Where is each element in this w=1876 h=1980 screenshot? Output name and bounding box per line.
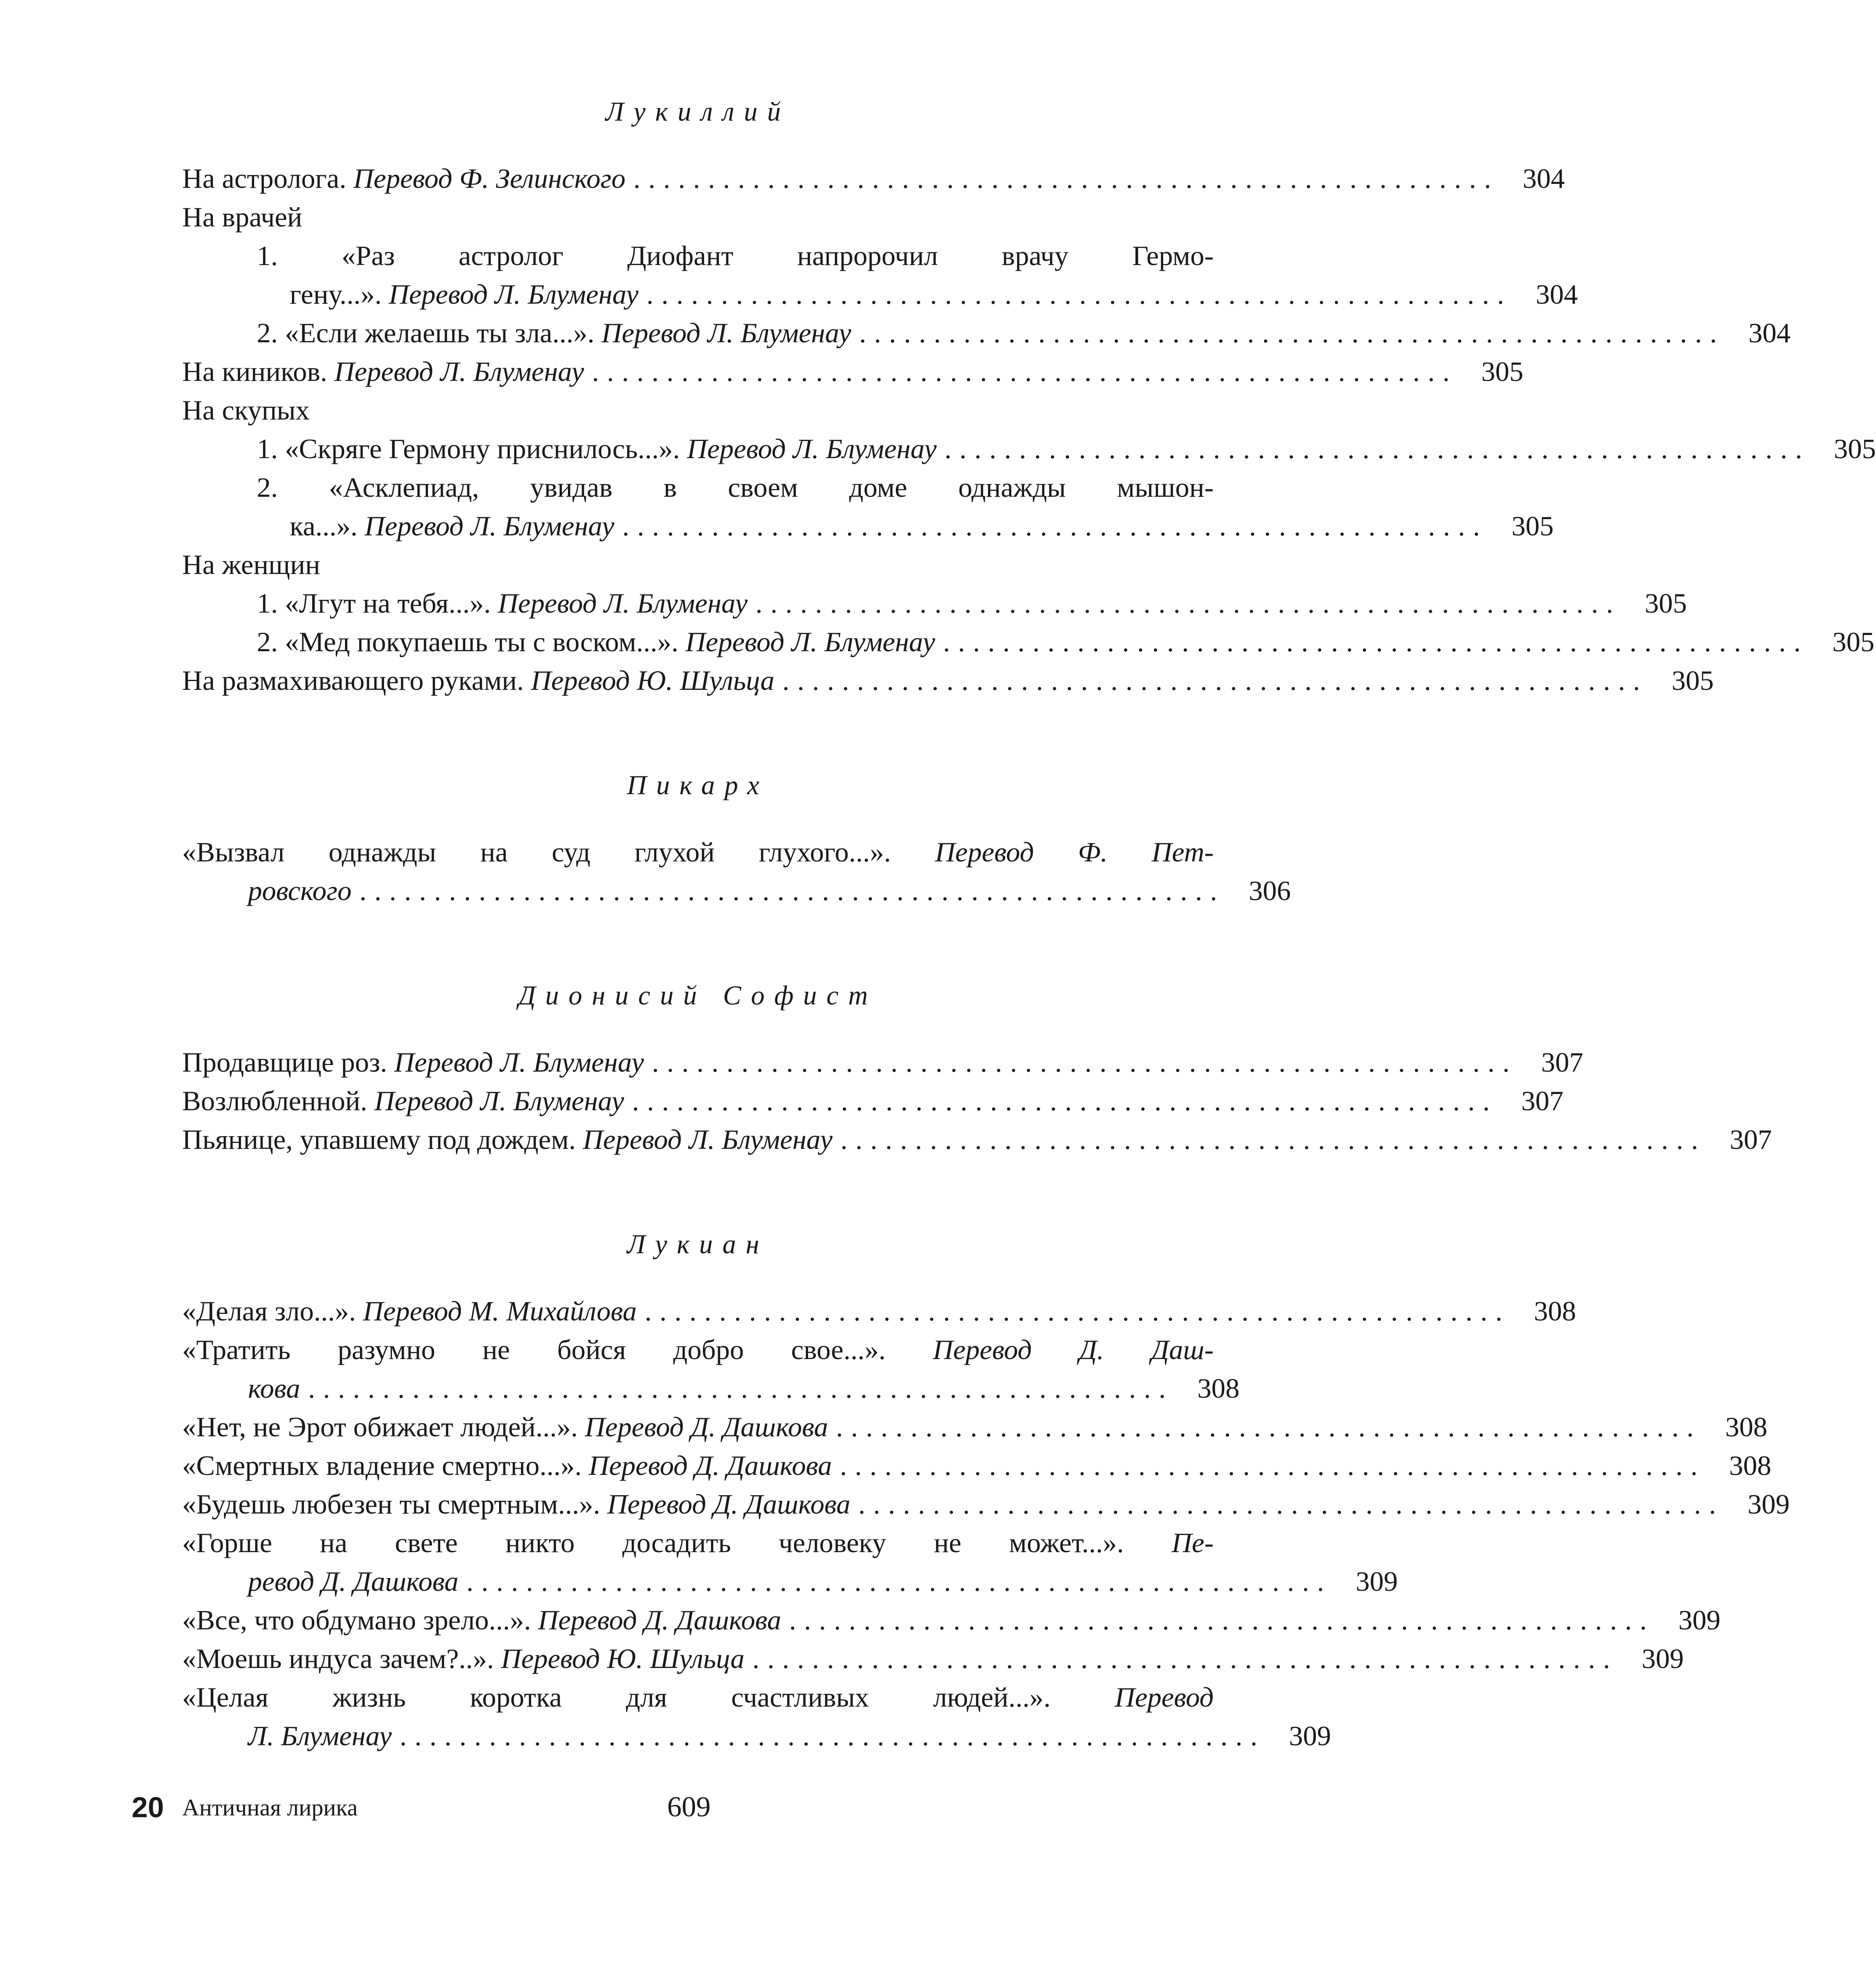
dot-leader: .......................................................... <box>840 1124 1706 1155</box>
page-number: 308 <box>1729 1450 1772 1481</box>
dot-leader: .......................................................... <box>782 665 1648 696</box>
dot-leader: .......................................................... <box>840 1450 1706 1481</box>
toc-entry: «Целая жизнь коротка для счастливых людей...». Перевод Л. Блуменау .......................................................... 309 <box>182 1678 1214 1755</box>
dot-leader: .......................................................... <box>632 1085 1498 1116</box>
author-heading: Лукиллий <box>605 97 791 127</box>
author-heading: Лукиан <box>627 1230 769 1259</box>
dot-leader: .......................................................... <box>646 279 1512 310</box>
page-number: 305 <box>1832 626 1875 657</box>
dot-leader: .......................................................... <box>466 1566 1332 1597</box>
dot-leader: .......................................................... <box>944 433 1810 464</box>
toc-entry: На размахивающего руками. Перевод Ю. Шульца .......................................................... 305 <box>182 661 1214 700</box>
toc-entry: «Смертных владение смертно...». Перевод Д. Дашкова .......................................................... 308 <box>182 1446 1214 1485</box>
toc-entry: Пьянице, упавшему под дождем. Перевод Л. Блуменау .......................................................... 307 <box>182 1120 1214 1159</box>
page-number: 309 <box>1678 1604 1721 1636</box>
page-number: 309 <box>1747 1489 1790 1520</box>
author-heading: Пикарх <box>627 771 769 800</box>
toc-group-heading: На женщин <box>182 549 320 580</box>
dot-leader: .......................................................... <box>399 1720 1265 1751</box>
dot-leader: .......................................................... <box>859 317 1725 348</box>
page-number: 305 <box>1645 588 1687 619</box>
page-number: 309 <box>1355 1566 1398 1597</box>
page-number: 308 <box>1725 1411 1768 1442</box>
toc-entry: 1. «Скряге Гермону приснилось...». Перевод Л. Блуменау .......................................................... 305 <box>182 430 1214 468</box>
section-dionysius-sophist <box>182 974 1772 1159</box>
section-lucian <box>182 1223 1790 1755</box>
page-number: 304 <box>1535 279 1578 310</box>
page-number: 305 <box>1481 356 1524 387</box>
dot-leader: .......................................................... <box>622 510 1488 542</box>
toc-entry: «Все, что обдумано зрело...». Перевод Д. Дашкова .......................................................... 309 <box>182 1601 1214 1639</box>
page-number: 309 <box>1642 1643 1684 1674</box>
dot-leader: .......................................................... <box>943 626 1809 657</box>
signature-number: 20 <box>132 1791 164 1823</box>
section-lucillius <box>182 90 1876 700</box>
signature-title: Античная лирика <box>182 1794 358 1821</box>
dot-leader: .......................................................... <box>752 1643 1618 1674</box>
toc-entry: Возлюбленной. Перевод Л. Блуменау .......................................................... 307 <box>182 1082 1214 1120</box>
dot-leader: .......................................................... <box>308 1373 1174 1404</box>
dot-leader: .......................................................... <box>359 875 1225 906</box>
folio-page-number: 609 <box>667 1791 711 1823</box>
table-of-contents <box>182 90 1876 1755</box>
page-number: 307 <box>1541 1047 1584 1078</box>
toc-entry: «Горше на свете никто досадить человеку не может...». Пе- ревод Д. Дашкова .......................................................... 309 <box>182 1524 1214 1601</box>
dot-leader: .......................................................... <box>789 1604 1655 1636</box>
section-picarchus <box>182 764 1291 910</box>
toc-entry: «Вызвал однажды на суд глухой глухого...». Перевод Ф. Пет- ровского .......................................................... 306 <box>182 833 1214 910</box>
page-number: 304 <box>1748 317 1791 348</box>
page-number: 305 <box>1671 665 1714 696</box>
toc-entry: На киников. Перевод Л. Блуменау .......................................................... 305 <box>182 352 1214 391</box>
toc-entry: 2. «Мед покупаешь ты с воском...». Перевод Л. Блуменау .......................................................... 305 <box>182 623 1214 661</box>
toc-group-heading: На скупых <box>182 395 310 426</box>
page-number: 307 <box>1729 1124 1772 1155</box>
toc-entry: «Моешь индуса зачем?..». Перевод Ю. Шульца .......................................................... 309 <box>182 1639 1214 1678</box>
page-number: 305 <box>1833 433 1876 464</box>
author-heading: Дионисий Софист <box>518 981 878 1011</box>
page-footer <box>132 1790 1185 1826</box>
toc-entry: 1. «Раз астролог Диофант напророчил врачу Гермо- гену...». Перевод Л. Блуменау .......................................................... 304 <box>182 237 1214 314</box>
dot-leader: .......................................................... <box>836 1411 1702 1442</box>
dot-leader: .......................................................... <box>755 588 1621 619</box>
toc-entry: На астролога. Перевод Ф. Зелинского .......................................................... 304 <box>182 159 1214 198</box>
dot-leader: .......................................................... <box>592 356 1458 387</box>
page-number: 305 <box>1511 510 1554 542</box>
toc-entry: 2. «Если желаешь ты зла...». Перевод Л. Блуменау .......................................................... 304 <box>182 314 1214 352</box>
toc-entry: 1. «Лгут на тебя...». Перевод Л. Блуменау .......................................................... 305 <box>182 584 1214 623</box>
toc-entry: «Будешь любезен ты смертным...». Перевод Д. Дашкова .......................................................... 309 <box>182 1485 1214 1524</box>
toc-entry: Продавщице роз. Перевод Л. Блуменау .......................................................... 307 <box>182 1043 1214 1082</box>
page-number: 308 <box>1534 1295 1576 1327</box>
dot-leader: .......................................................... <box>633 163 1499 194</box>
page-number: 308 <box>1197 1373 1240 1404</box>
page-number: 306 <box>1248 875 1291 906</box>
page-number: 309 <box>1289 1720 1331 1751</box>
page-number: 307 <box>1521 1085 1563 1116</box>
page-number: 304 <box>1522 163 1565 194</box>
dot-leader: .......................................................... <box>652 1047 1518 1078</box>
toc-entry: «Нет, не Эрот обижает людей...». Перевод Д. Дашкова .......................................................... 308 <box>182 1408 1214 1446</box>
toc-entry: «Делая зло...». Перевод М. Михайлова .......................................................... 308 <box>182 1292 1214 1331</box>
dot-leader: .......................................................... <box>858 1489 1724 1520</box>
toc-entry: 2. «Асклепиад, увидав в своем доме однажды мышон- ка...». Перевод Л. Блуменау .......................................................... 305 <box>182 468 1214 545</box>
toc-group-heading: На врачей <box>182 201 302 233</box>
dot-leader: .......................................................... <box>644 1295 1510 1327</box>
toc-entry: «Тратить разумно не бойся добро свое...». Перевод Д. Даш- кова .......................................................... 308 <box>182 1331 1214 1408</box>
